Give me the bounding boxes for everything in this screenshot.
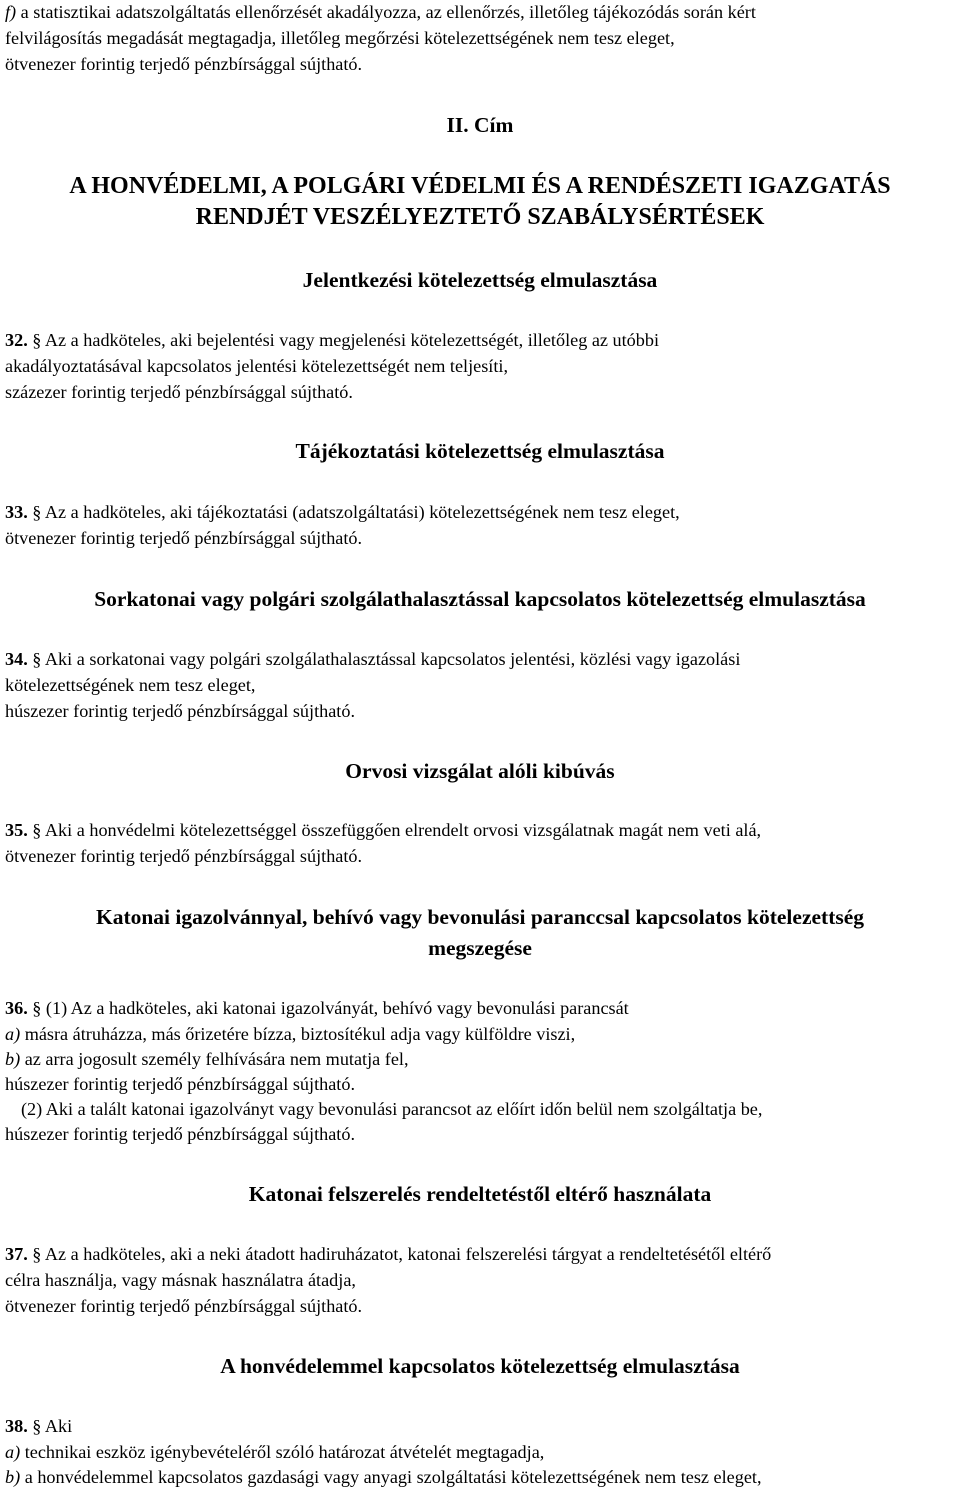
section-34-number: 34. <box>5 649 28 669</box>
section-36-number: 36. <box>5 998 28 1018</box>
section-symbol: § <box>32 649 42 669</box>
section-33-heading: Tájékoztatási kötelezettség elmulasztása <box>295 439 665 463</box>
chapter-number: II. Cím <box>446 113 514 137</box>
chapter-title-line-1: A HONVÉDELMI, A POLGÁRI VÉDELMI ÉS A RENDÉSZETI IGAZGATÁS <box>69 173 891 199</box>
section-37-line-3: ötvenezer forintig terjedő pénzbírsággal sújtható. <box>5 1296 363 1316</box>
section-35-number: 35. <box>5 820 28 840</box>
section-36-heading-line-2: megszegése <box>428 936 532 960</box>
intro-line-2: felvilágosítás megadását megtagadja, illetőleg megőrzési kötelezettségének nem tesz eleget, <box>5 28 675 48</box>
item-label-b: b) <box>5 1467 21 1487</box>
section-symbol: § <box>32 1244 42 1264</box>
section-37-line-2: célra használja, vagy másnak használatra átadja, <box>5 1270 356 1290</box>
section-32-heading: Jelentkezési kötelezettség elmulasztása <box>302 268 658 292</box>
section-36-line-6: húszezer forintig terjedő pénzbírsággal sújtható. <box>5 1124 355 1144</box>
section-34-heading: Sorkatonai vagy polgári szolgálathalasztással kapcsolatos kötelezettség elmulasztása <box>94 587 866 611</box>
item-label-b: b) <box>5 1049 21 1069</box>
section-35-heading: Orvosi vizsgálat alóli kibúvás <box>345 759 615 783</box>
section-33-line-2: ötvenezer forintig terjedő pénzbírsággal sújtható. <box>5 528 363 548</box>
section-36-heading-line-1: Katonai igazolvánnyal, behívó vagy bevonulási paranccsal kapcsolatos kötelezettség <box>95 905 865 929</box>
section-36-line-5: (2) Aki a talált katonai igazolványt vagy bevonulási parancsot az előírt időn belül nem szolgáltatja be, <box>21 1099 763 1119</box>
intro-line-1-text: a statisztikai adatszolgáltatás ellenőrzését akadályozza, az ellenőrzés, illetőleg tájékozódás során kért <box>16 2 756 22</box>
section-32-line-3: százezer forintig terjedő pénzbírsággal sújtható. <box>5 382 353 402</box>
section-34-line-3: húszezer forintig terjedő pénzbírsággal sújtható. <box>5 701 355 721</box>
section-34-line-2: kötelezettségének nem tesz eleget, <box>5 675 256 695</box>
section-38-line-1: 38. § Aki <box>5 1416 73 1436</box>
item-label-a: a) <box>5 1442 21 1462</box>
section-33-number: 33. <box>5 502 28 522</box>
section-36-line-4: húszezer forintig terjedő pénzbírsággal sújtható. <box>5 1074 355 1094</box>
section-32-line-1: 32. § Az a hadköteles, aki bejelentési vagy megjelenési kötelezettségét, illetőleg az utóbbi <box>5 330 660 350</box>
chapter-title-line-2: RENDJÉT VESZÉLYEZTETŐ SZABÁLYSÉRTÉSEK <box>195 204 765 230</box>
section-35-line-1: 35. § Aki a honvédelmi kötelezettséggel összefüggően elrendelt orvosi vizsgálatnak magát nem veti alá, <box>5 820 762 840</box>
item-label-a: a) <box>5 1024 21 1044</box>
section-37-number: 37. <box>5 1244 28 1264</box>
section-37-line-1: 37. § Az a hadköteles, aki a neki átadott hadiruházatot, katonai felszerelési tárgyat a rendeltetésétől eltérő <box>5 1244 772 1264</box>
section-33-line-1: 33. § Az a hadköteles, aki tájékoztatási (adatszolgáltatási) kötelezettségének nem tesz eleget, <box>5 502 680 522</box>
section-36-item-a: a) másra átruházza, más őrizetére bízza, biztosítékul adja vagy külföldre viszi, <box>5 1024 576 1044</box>
section-symbol: § <box>32 1416 42 1436</box>
section-36-item-b: b) az arra jogosult személy felhívására nem mutatja fel, <box>5 1049 409 1069</box>
section-38-item-b: b) a honvédelemmel kapcsolatos gazdasági vagy anyagi szolgáltatási kötelezettségének nem tesz eleget, <box>5 1467 762 1487</box>
section-35-line-2: ötvenezer forintig terjedő pénzbírsággal sújtható. <box>5 846 363 866</box>
section-36-line-1: 36. § (1) Az a hadköteles, aki katonai igazolványát, behívó vagy bevonulási parancsát <box>5 998 629 1018</box>
section-37-heading: Katonai felszerelés rendeltetéstől eltérő használata <box>248 1182 712 1206</box>
section-32-number: 32. <box>5 330 28 350</box>
section-38-heading: A honvédelemmel kapcsolatos kötelezettség elmulasztása <box>220 1354 740 1378</box>
item-label-f: f) <box>5 2 17 22</box>
section-symbol: § <box>32 330 42 350</box>
section-34-line-1: 34. § Aki a sorkatonai vagy polgári szolgálathalasztással kapcsolatos jelentési, közlési vagy igazolási <box>5 649 741 669</box>
section-38-number: 38. <box>5 1416 28 1436</box>
intro-line-1 <box>5 0 756 24</box>
section-symbol: § <box>32 502 42 522</box>
section-symbol: § <box>32 998 42 1018</box>
section-38-item-a: a) technikai eszköz igénybevételéről szóló határozat átvételét megtagadja, <box>5 1442 545 1462</box>
intro-line-3: ötvenezer forintig terjedő pénzbírsággal sújtható. <box>5 54 363 74</box>
section-32-line-2: akadályoztatásával kapcsolatos jelentési kötelezettségét nem teljesíti, <box>5 356 508 376</box>
section-symbol: § <box>32 820 42 840</box>
